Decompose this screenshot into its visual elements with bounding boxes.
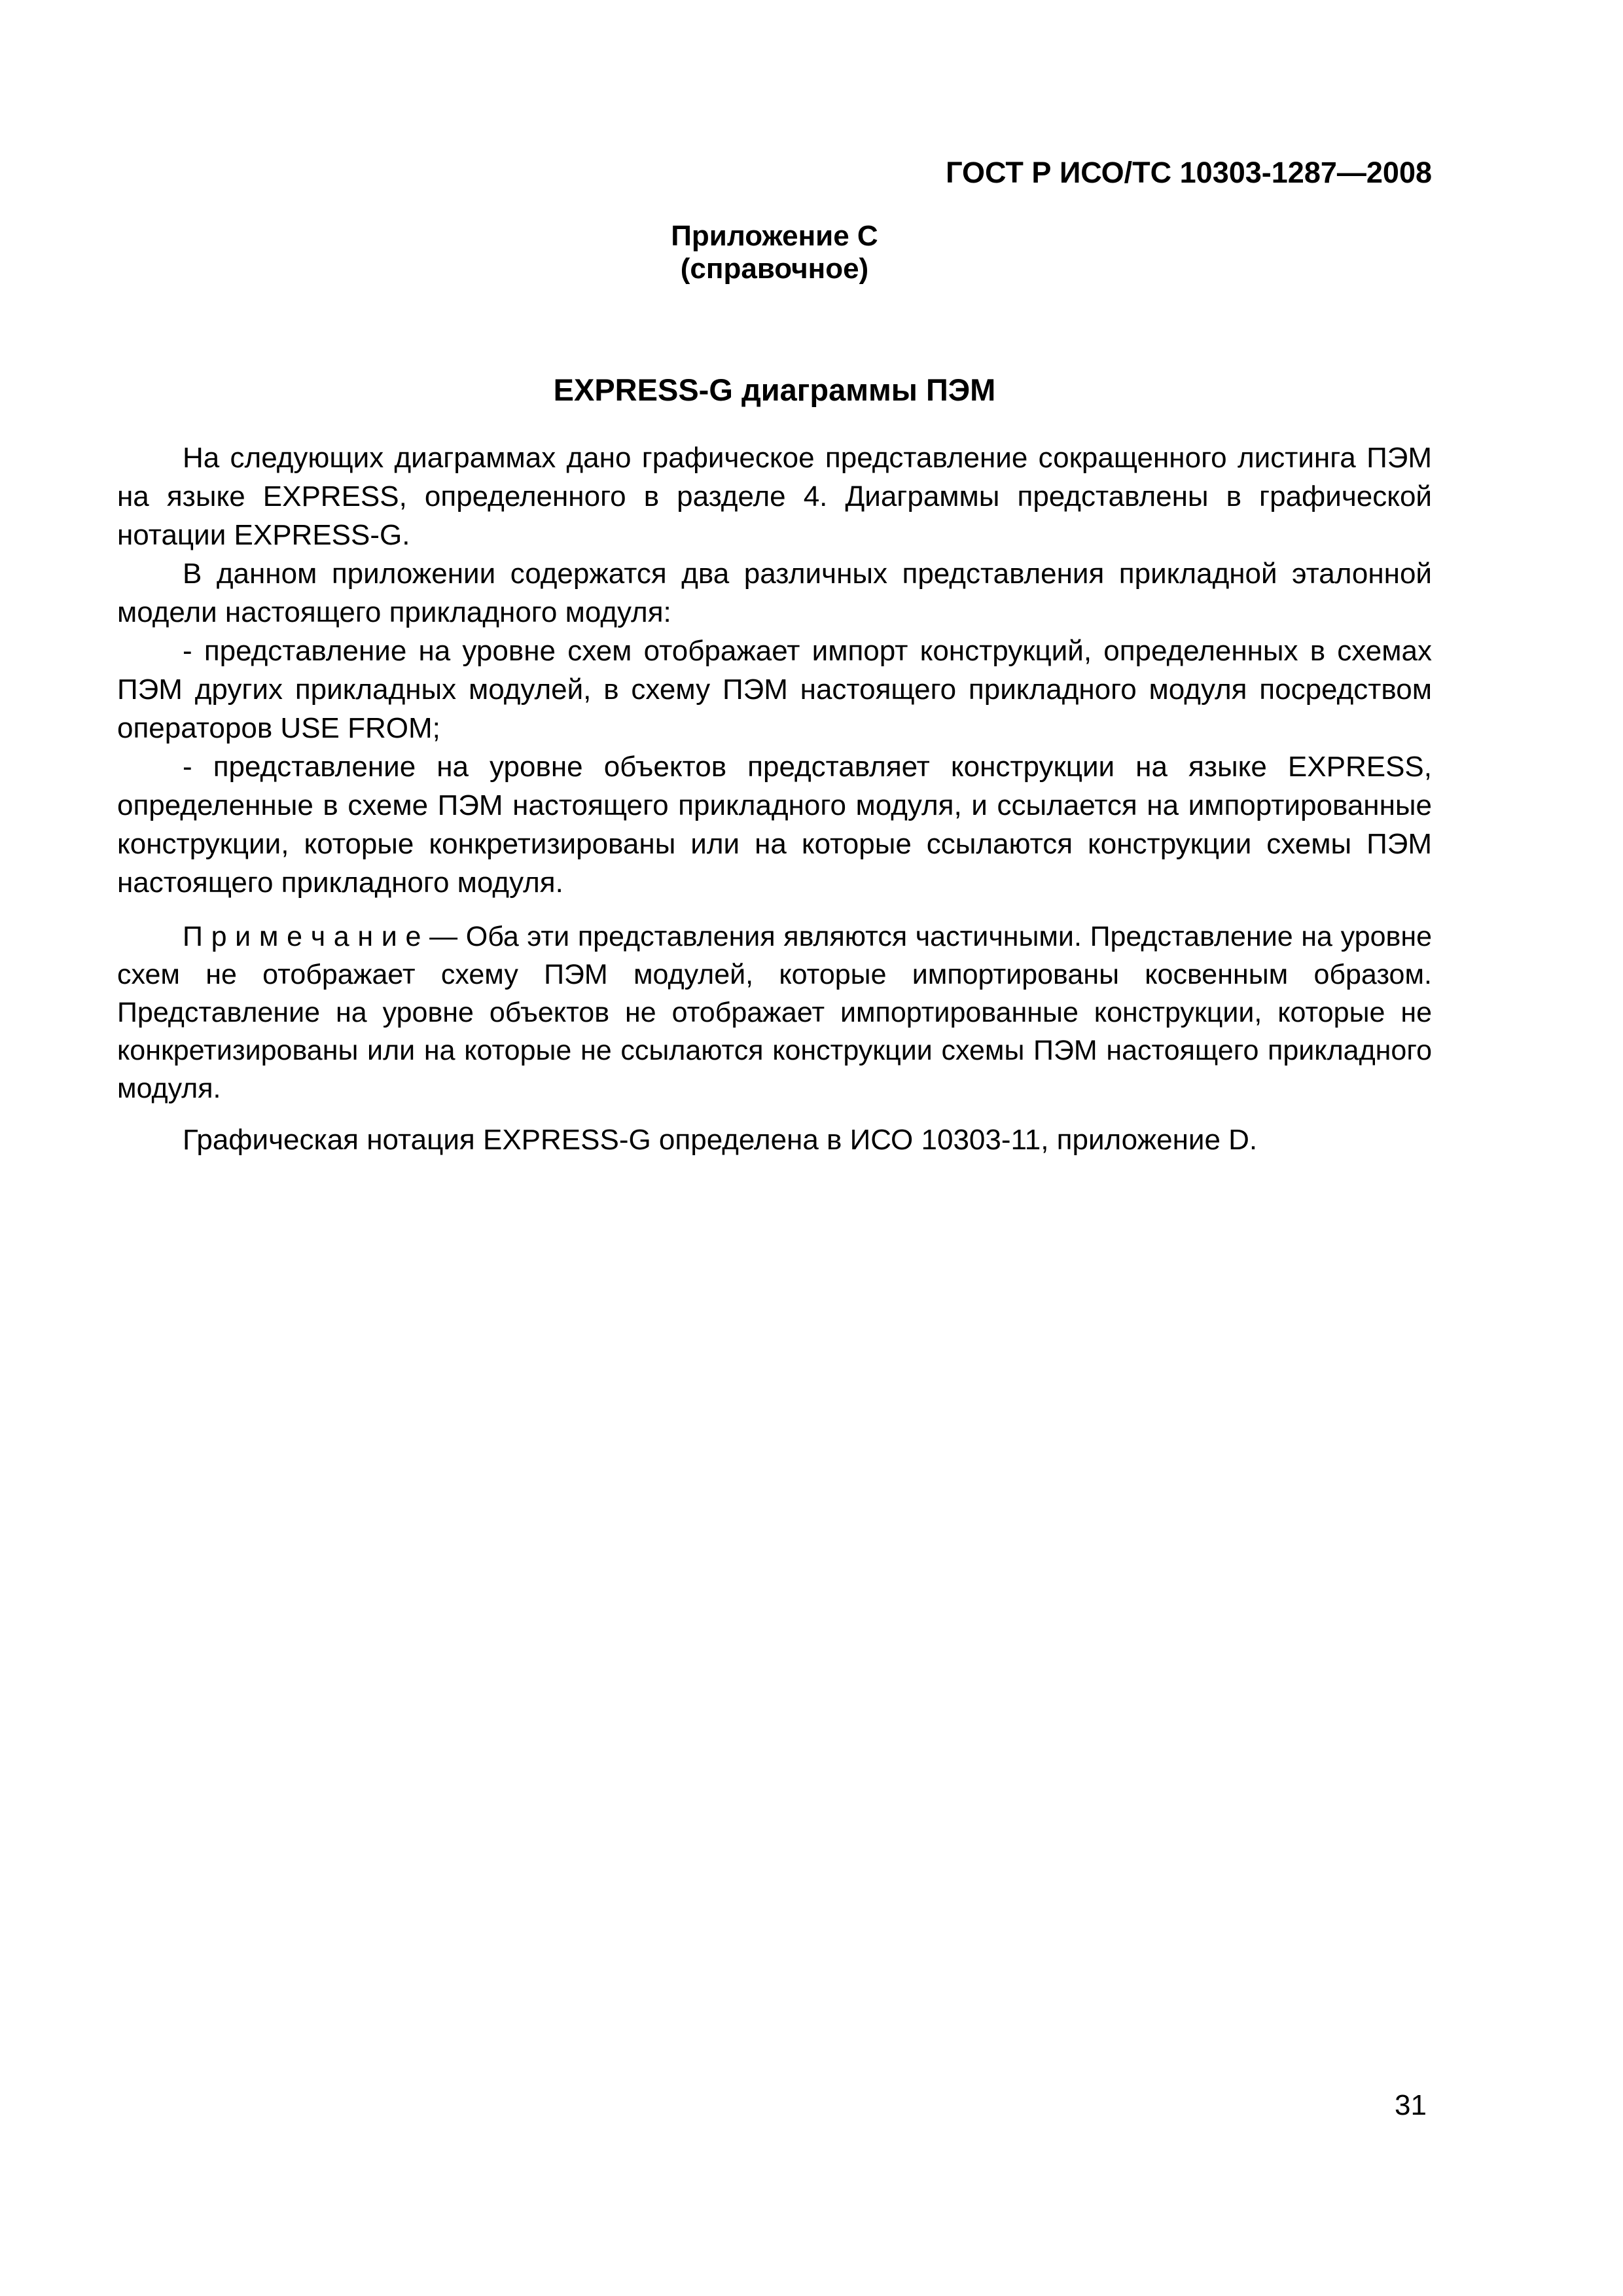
list-item-schema-level: - представление на уровне схем отображает импорт конструкций, определенных в схемах ПЭМ других прикладных модулей, в схему ПЭМ настоящего прикладного модуля посредством операторов USE FROM; (117, 635, 1432, 744)
annex-type: (справочное) (680, 253, 869, 285)
section-title: EXPRESS-G диаграммы ПЭМ (553, 372, 996, 407)
paragraph-intro: На следующих диаграммах дано графическое представление сокращенного листинга ПЭМ на языке EXPRESS, определенного в разделе 4. Диаграммы представлены в графической нотации EXPRESS-G. (117, 442, 1432, 551)
paragraph-overview: В данном приложении содержатся два различных представления прикладной эталонной модели настоящего прикладного модуля: (117, 558, 1432, 628)
page-number: 31 (1395, 2089, 1427, 2121)
annex-label: Приложение С (671, 220, 878, 252)
annex-heading (117, 220, 1432, 285)
note-paragraph: П р и м е ч а н и е — Оба эти представления являются частичными. Представление на уровне схем не отображает схему ПЭМ модулей, которые импортированы косвенным образом. Представление на уровне объектов не отображает импортированные конструкции, которые не конкретизированы или на которые не ссылаются конструкции схемы ПЭМ настоящего прикладного модуля. (117, 921, 1432, 1104)
document-header: ГОСТ Р ИСО/ТС 10303-1287—2008 (946, 156, 1432, 189)
paragraph-reference: Графическая нотация EXPRESS-G определена в ИСО 10303-11, приложение D. (183, 1124, 1258, 1156)
body-text (117, 439, 1432, 1159)
list-item-object-level: - представление на уровне объектов представляет конструкции на языке EXPRESS, определенные в схеме ПЭМ настоящего прикладного модуля, и ссылается на импортированные конструкции, которые конкретизированы или на которые ссылаются конструкции схемы ПЭМ настоящего прикладного модуля. (117, 751, 1432, 899)
